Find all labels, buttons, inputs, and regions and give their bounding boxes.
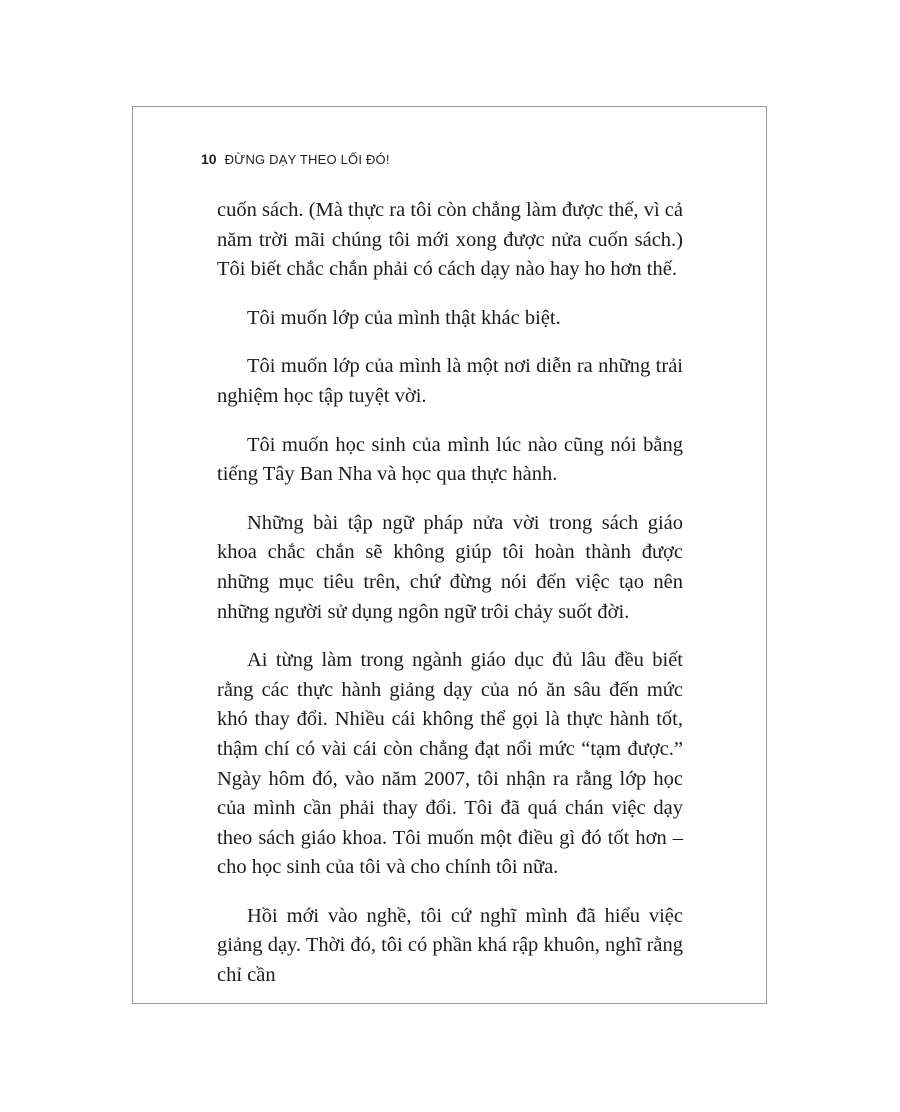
paragraph: Tôi muốn lớp của mình thật khác biệt.	[247, 306, 561, 329]
paragraph: Hồi mới vào nghề, tôi cứ nghĩ mình đã hiểu việc giảng dạy. Thời đó, tôi có phần khá rập khuôn, nghĩ rằng chỉ cần	[217, 904, 683, 987]
paragraph: Ai từng làm trong ngành giáo dục đủ lâu đều biết rằng các thực hành giảng dạy của nó ăn sâu đến mức khó thay đổi. Nhiều cái không thể gọi là thực hành tốt, thậm chí có vài cái còn chẳng đạt nổi mức “tạm được.” Ngày hôm đó, vào năm 2007, tôi nhận ra rằng lớp học của mình cần phải thay đổi. Tôi đã quá chán việc dạy theo sách giáo khoa. Tôi muốn một điều gì đó tốt hơn – cho học sinh của tôi và cho chính tôi nữa.	[217, 649, 683, 879]
page-number: 10	[201, 151, 217, 167]
paragraph: Những bài tập ngữ pháp nửa vời trong sách giáo khoa chắc chắn sẽ không giúp tôi hoàn thành được những mục tiêu trên, chứ đừng nói đến việc tạo nên những người sử dụng ngôn ngữ trôi chảy suốt đời.	[217, 511, 683, 623]
paragraph: cuốn sách. (Mà thực ra tôi còn chẳng làm được thế, vì cả năm trời mãi chúng tôi mới xong được nửa cuốn sách.) Tôi biết chắc chắn phải có cách dạy nào hay ho hơn thế.	[217, 199, 683, 281]
body-text	[217, 196, 683, 991]
paragraph: Tôi muốn lớp của mình là một nơi diễn ra những trải nghiệm học tập tuyệt vời.	[217, 355, 683, 407]
running-head	[201, 151, 390, 167]
running-title: ĐỪNG DẠY THEO LỐI ĐÓ!	[224, 152, 390, 167]
paragraph: Tôi muốn học sinh của mình lúc nào cũng nói bằng tiếng Tây Ban Nha và học qua thực hành.	[217, 433, 683, 486]
